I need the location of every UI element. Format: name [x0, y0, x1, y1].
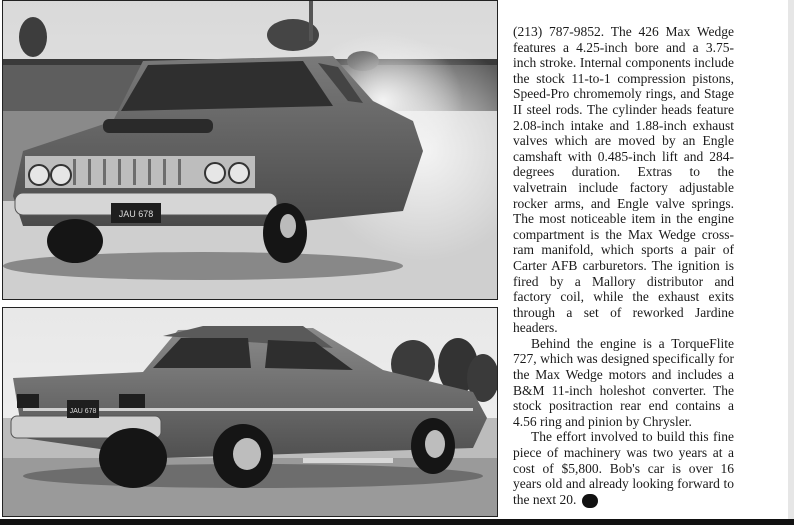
article-paragraph-1: (213) 787-9852. The 426 Max Wedge features a 4.25-inch bore and a 3.75-inch stroke. Internal components include the stock 11-to-1 compression pistons, Speed-Pro chromemoly rings, and Stage II steel rods. The cylinder heads feature 2.08-inch intake and 1.88-inch exhaust valves which are moved by an Engle camshaft with 0.485-inch lift and 284-degrees duration. Extras to the valvetrain include factory adjustable rocker arms, and Engle valve springs. The most noticeable item in the engine compartment is the Max Wedge cross-ram manifold, which sports a pair of Carter AFB carburetors. The ignition is fired by a Mallory distributor and factory coil, while the exhaust exits through a set of reworked Jardine headers. — [513, 24, 734, 336]
article-paragraph-3 — [513, 429, 734, 507]
top-license-plate: JAU 678 — [118, 209, 154, 219]
article-paragraph-2: Behind the engine is a TorqueFlite 727, which was designed specifically for the Max Wedge motors and includes a B&M 11-inch holeshot converter. The stock positraction rear end contains a 4.56 ring and pinion by Chrysler. — [513, 335, 734, 429]
page-edge — [788, 0, 794, 525]
end-of-article-mark: CPC — [582, 494, 598, 508]
photo-rear-three-quarter — [2, 307, 498, 517]
bottom-license-plate: JAU 678 — [69, 408, 97, 415]
photo-front-burnout — [2, 0, 498, 300]
article-text-column — [513, 24, 734, 508]
article-paragraph-3-text: The effort involved to build this fine piece of machinery was two years at a cost of $5,800. Bob's car is over 16 years old and already looking forward to the next 20. — [513, 429, 734, 507]
bottom-border — [0, 519, 794, 525]
